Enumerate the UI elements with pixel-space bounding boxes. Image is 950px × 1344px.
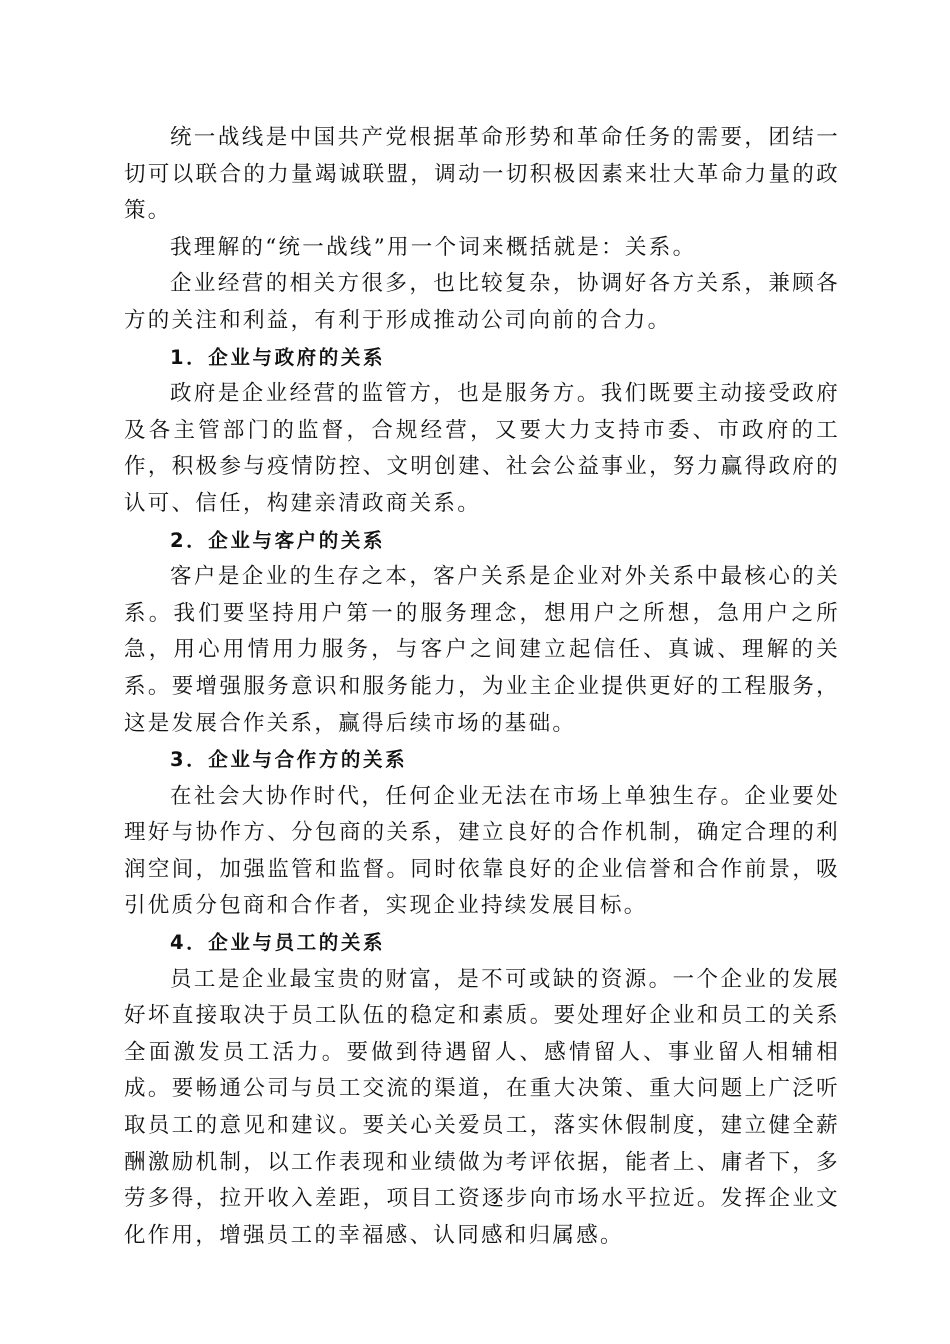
section-heading-employee: 4．企业与员工的关系 bbox=[170, 931, 386, 955]
section-body-employee: 员工是企业最宝贵的财富，是不可或缺的资源。一个企业的发展好坏直接取决于员工队伍的稳定和素质。要处理好企业和员工的关系全面激发员工活力。要做到待遇留人、感情留人、事业留人相辅相成。要畅通公司与员工交流的渠道，在重大决策、重大问题上广泛听取员工的意见和建议。要关心关爱员工，落实休假制度，建立健全薪酬激励机制，以工作表现和业绩做为考评依据，能者上、庸者下，多劳多得，拉开收入差距，项目工资逐步向市场水平拉近。发挥企业文化作用，增强员工的幸福感、认同感和归属感。 bbox=[124, 966, 840, 1248]
intro-paragraph-2: 我理解的“统一战线”用一个词来概括就是：关系。 bbox=[170, 234, 697, 260]
section-heading-government: 1．企业与政府的关系 bbox=[170, 345, 386, 369]
intro-paragraph-1: 统一战线是中国共产党根据革命形势和革命任务的需要，团结一切可以联合的力量竭诚联盟，调动一切积极因素来壮大革命力量的政策。 bbox=[124, 125, 840, 224]
intro-paragraph-3: 企业经营的相关方很多，也比较复杂，协调好各方关系，兼顾各方的关注和利益，有利于形成推动公司向前的合力。 bbox=[124, 271, 840, 333]
document-page bbox=[124, 120, 840, 1254]
section-heading-customer: 2．企业与客户的关系 bbox=[170, 528, 386, 552]
section-heading-partner: 3．企业与合作方的关系 bbox=[170, 748, 408, 772]
section-body-customer: 客户是企业的生存之本，客户关系是企业对外关系中最核心的关系。我们要坚持用户第一的服务理念，想用户之所想，急用户之所急，用心用情用力服务，与客户之间建立起信任、真诚、理解的关系。要增强服务意识和服务能力，为业主企业提供更好的工程服务，这是发展合作关系，赢得后续市场的基础。 bbox=[124, 564, 840, 736]
section-body-government: 政府是企业经营的监管方，也是服务方。我们既要主动接受政府及各主管部门的监督，合规经营，又要大力支持市委、市政府的工作，积极参与疫情防控、文明创建、社会公益事业，努力赢得政府的认可、信任，构建亲清政商关系。 bbox=[124, 381, 840, 516]
section-body-partner: 在社会大协作时代，任何企业无法在市场上单独生存。企业要处理好与协作方、分包商的关系，建立良好的合作机制，确定合理的利润空间，加强监管和监督。同时依靠良好的企业信誉和合作前景，吸引优质分包商和合作者，实现企业持续发展目标。 bbox=[124, 783, 840, 919]
